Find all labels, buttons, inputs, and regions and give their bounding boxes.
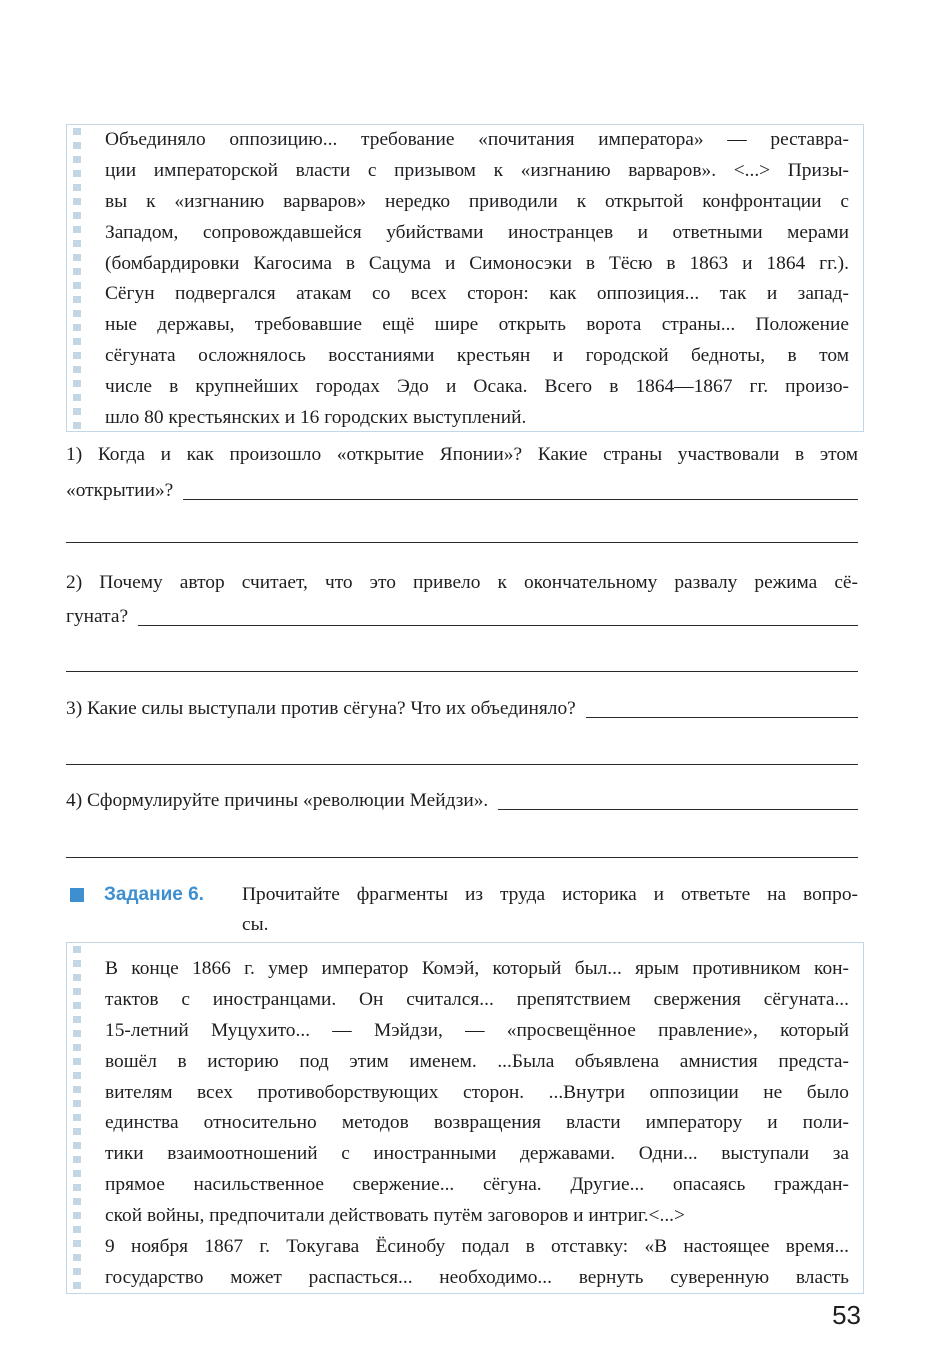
excerpt-line: вошёл в историю под этим именем. ...Была объявлена амнистия предста- [105, 1050, 849, 1072]
excerpt-2-text [105, 954, 849, 1294]
answer-line[interactable] [498, 808, 858, 810]
excerpt-line: 15-летний Муцухито... — Мэйдзи, — «просвещённое правление», который [105, 1019, 849, 1041]
dotted-margin-rail [67, 943, 87, 1293]
task-6-instruction-line: Прочитайте фрагменты из труда историка и ответьте на вопро- [242, 884, 858, 905]
excerpt-line: тактов с иностранцами. Он считался... препятствием свержения сёгуната... [105, 988, 849, 1010]
excerpt-line: единства относительно методов возвращения власти императору и поли- [105, 1112, 849, 1134]
question-1-line-1: 1) Когда и как произошло «открытие Японии»? Какие страны участвовали в этом [66, 444, 858, 465]
question-2-tail: гуната? [66, 606, 129, 627]
answer-line[interactable] [586, 716, 858, 718]
excerpt-line: Западом, сопровождавшейся убийствами иностранцев и ответными мерами [105, 221, 849, 243]
excerpt-line: тики взаимоотношений с иностранными державами. Одни... выступали за [105, 1143, 849, 1165]
excerpt-line: ской войны, предпочитали действовать путём заговоров и интриг.<...> [105, 1205, 685, 1227]
excerpt-line: сёгуната осложнялось восстаниями крестьян и городской бедноты, в том [105, 345, 849, 367]
excerpt-1-text [105, 125, 849, 434]
answer-line[interactable] [66, 857, 858, 858]
dotted-margin-rail [67, 125, 87, 431]
question-4 [66, 786, 858, 816]
question-3 [66, 694, 858, 724]
excerpt-line: прямое насильственное свержение... сёгуна. Другие... опасаясь граждан- [105, 1174, 849, 1196]
excerpt-box-2 [66, 942, 864, 1294]
page-number: 53 [832, 1300, 861, 1330]
answer-line[interactable] [66, 542, 858, 543]
excerpt-line: вы к «изгнанию варваров» нередко приводили к открытой конфронтации с [105, 190, 849, 212]
question-1-tail: «открытии»? [66, 480, 174, 501]
task-6-instruction [242, 880, 858, 940]
question-2-line-2 [66, 602, 858, 632]
excerpt-line: государство может распасться... необходимо... вернуть суверенную власть [105, 1266, 849, 1288]
excerpt-line: В конце 1866 г. умер император Комэй, который был... ярым противником кон- [105, 958, 849, 979]
answer-line[interactable] [183, 498, 858, 500]
excerpt-line: ные державы, требовавшие ещё шире открыть ворота страны... Положение [105, 314, 849, 336]
answer-line[interactable] [66, 671, 858, 672]
excerpt-line: числе в крупнейших городах Эдо и Осака. Всего в 1864—1867 гг. произо- [105, 376, 849, 398]
excerpt-line: вителям всех противоборствующих сторон. ...Внутри оппозиции не было [105, 1081, 849, 1103]
excerpt-line: шло 80 крестьянских и 16 городских выступлений. [105, 407, 527, 429]
question-3-text: 3) Какие силы выступали против сёгуна? Что их объединяло? [66, 698, 576, 719]
answer-line[interactable] [66, 764, 858, 765]
task-6-heading [66, 880, 864, 942]
task-6-label: Задание 6. [104, 884, 204, 905]
excerpt-line: (бомбардировки Кагосима в Сацума и Симоносэки в Тёсю в 1863 и 1864 гг.). [105, 252, 849, 274]
task-6-instruction-line: сы. [242, 914, 269, 935]
excerpt-box-1 [66, 124, 864, 432]
answer-line[interactable] [138, 624, 858, 626]
excerpt-line: Сёгун подвергался атакам со всех сторон: как оппозиция... так и запад- [105, 283, 849, 305]
question-2-line-1: 2) Почему автор считает, что это привело к окончательному развалу режима сё- [66, 572, 858, 593]
question-1-line-2 [66, 476, 858, 506]
excerpt-line: 9 ноября 1867 г. Токугава Ёсинобу подал в отставку: «В настоящее время... [105, 1236, 849, 1258]
question-4-text: 4) Сформулируйте причины «революции Мейдзи». [66, 790, 489, 811]
excerpt-line: Объединяло оппозицию... требование «почитания императора» — реставра- [105, 129, 849, 150]
excerpt-line: ции императорской власти с призывом к «изгнанию варваров». <...> Призы- [105, 159, 849, 181]
task-marker-icon [70, 888, 84, 902]
